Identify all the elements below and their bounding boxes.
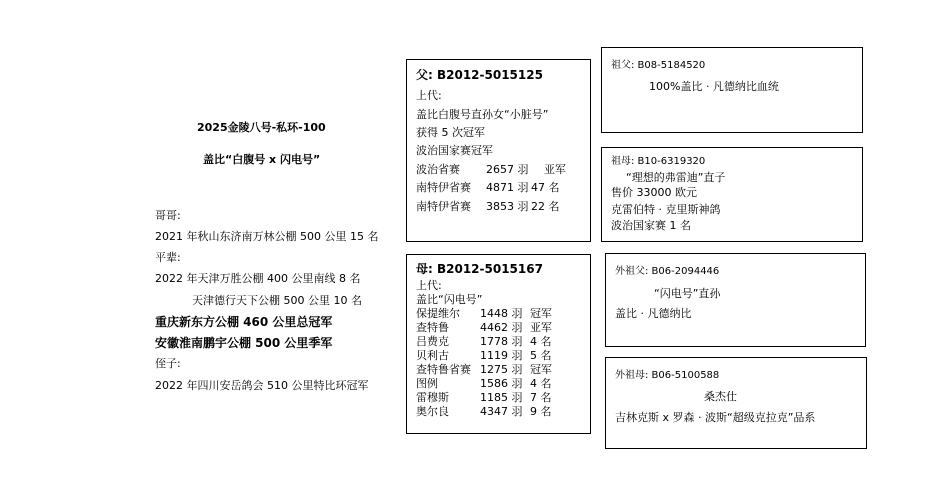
maternal-granddam-title: 外祖母: B06-5100588 xyxy=(615,370,720,381)
pedigree-title: 2025金陵八号-私环-100 xyxy=(197,121,326,134)
dam-line-1: 上代: xyxy=(416,279,442,292)
race-name: 雷穆斯 xyxy=(416,391,449,404)
nephew-result: 2022 年四川安岳鸽会 510 公里特比环冠军 xyxy=(155,379,369,392)
race-birds: 1119 羽 xyxy=(480,349,523,362)
race-birds: 1778 羽 xyxy=(480,335,523,348)
paternal-granddam-line-2: 售价 33000 欧元 xyxy=(611,186,697,199)
dam-result-row xyxy=(416,391,552,404)
maternal-grandsire-line-2: 盖比 · 凡德纳比 xyxy=(615,307,692,320)
race-name: 吕费克 xyxy=(416,335,449,348)
paternal-granddam-line-4: 波治国家赛 1 名 xyxy=(611,219,691,232)
race-place: 冠军 xyxy=(530,307,552,320)
dam-result-row xyxy=(416,377,552,390)
race-name: 查特鲁省赛 xyxy=(416,363,471,376)
race-place: 亚军 xyxy=(544,163,566,176)
race-birds: 1185 羽 xyxy=(480,391,523,404)
race-birds: 4347 羽 xyxy=(480,405,523,418)
sibling-result-4: 安徽淮南鹏宇公棚 500 公里季军 xyxy=(155,336,333,350)
nephew-label: 侄子: xyxy=(155,357,181,370)
paternal-granddam-card xyxy=(601,147,863,242)
race-name: 图例 xyxy=(416,377,438,390)
race-name: 波治省赛 xyxy=(416,163,460,176)
dam-result-row xyxy=(416,363,552,376)
sire-result-row xyxy=(416,163,566,176)
race-place: 22 名 xyxy=(531,200,560,213)
dam-card xyxy=(406,254,591,434)
race-name: 查特鲁 xyxy=(416,321,449,334)
maternal-grandsire-title: 外祖父: B06-2094446 xyxy=(615,266,720,277)
paternal-granddam-line-3: 克雷伯特 · 克里斯神鸽 xyxy=(611,203,721,216)
paternal-grandsire-title: 祖父: B08-5184520 xyxy=(611,60,706,71)
race-birds: 2657 羽 xyxy=(486,163,529,176)
sire-result-row xyxy=(416,181,560,194)
race-place: 9 名 xyxy=(530,405,552,418)
brother-label: 哥哥: xyxy=(155,209,181,222)
sibling-label: 平辈: xyxy=(155,251,181,264)
sire-result-row xyxy=(416,200,560,213)
race-place: 47 名 xyxy=(531,181,560,194)
race-place: 冠军 xyxy=(530,363,552,376)
race-name: 奥尔良 xyxy=(416,405,449,418)
paternal-grandsire-card xyxy=(601,47,863,133)
race-birds: 4462 羽 xyxy=(480,321,523,334)
maternal-granddam-line-1: 桑杰仕 xyxy=(704,390,737,403)
race-birds: 3853 羽 xyxy=(486,200,529,213)
paternal-granddam-title: 祖母: B10-6319320 xyxy=(611,156,706,167)
pedigree-subtitle: 盖比“白腹号 x 闪电号” xyxy=(203,153,321,166)
race-place: 4 名 xyxy=(530,335,552,348)
paternal-grandsire-line-1: 100%盖比 · 凡德纳比血统 xyxy=(649,80,779,93)
race-place: 7 名 xyxy=(530,391,552,404)
dam-result-row xyxy=(416,307,552,320)
dam-result-row xyxy=(416,405,552,418)
dam-result-row xyxy=(416,321,552,334)
race-name: 南特伊省赛 xyxy=(416,181,471,194)
sire-line-2: 盖比白腹号直孙女“小脏号” xyxy=(416,108,549,121)
sire-line-1: 上代: xyxy=(416,89,442,102)
sire-title: 父: B2012-5015125 xyxy=(416,68,543,82)
dam-result-row xyxy=(416,335,552,348)
sire-card xyxy=(406,59,591,242)
race-name: 南特伊省赛 xyxy=(416,200,471,213)
race-birds: 1275 羽 xyxy=(480,363,523,376)
race-name: 保提维尔 xyxy=(416,307,460,320)
race-birds: 1586 羽 xyxy=(480,377,523,390)
race-place: 4 名 xyxy=(530,377,552,390)
sibling-result-3: 重庆新东方公棚 460 公里总冠军 xyxy=(155,315,333,329)
race-birds: 4871 羽 xyxy=(486,181,529,194)
sibling-result-1: 2022 年天津万胜公棚 400 公里南线 8 名 xyxy=(155,272,361,285)
race-birds: 1448 羽 xyxy=(480,307,523,320)
maternal-grandsire-card xyxy=(605,253,866,347)
maternal-granddam-card xyxy=(605,357,867,449)
dam-result-row xyxy=(416,349,552,362)
sire-line-3: 获得 5 次冠军 xyxy=(416,126,485,139)
dam-title: 母: B2012-5015167 xyxy=(416,262,543,276)
paternal-granddam-line-1: “理想的弗雷迪”直子 xyxy=(626,171,726,184)
sibling-result-2: 天津德行天下公棚 500 公里 10 名 xyxy=(192,294,362,307)
sire-line-4: 波治国家赛冠军 xyxy=(416,144,493,157)
race-name: 贝利古 xyxy=(416,349,449,362)
dam-line-2: 盖比“闪电号” xyxy=(416,293,483,306)
race-place: 亚军 xyxy=(530,321,552,334)
brother-result: 2021 年秋山东济南万林公棚 500 公里 15 名 xyxy=(155,230,379,243)
race-place: 5 名 xyxy=(530,349,552,362)
maternal-grandsire-line-1: “闪电号”直孙 xyxy=(654,287,721,300)
maternal-granddam-line-2: 吉林克斯 x 罗森 · 波斯“超级克拉克”品系 xyxy=(615,411,816,424)
